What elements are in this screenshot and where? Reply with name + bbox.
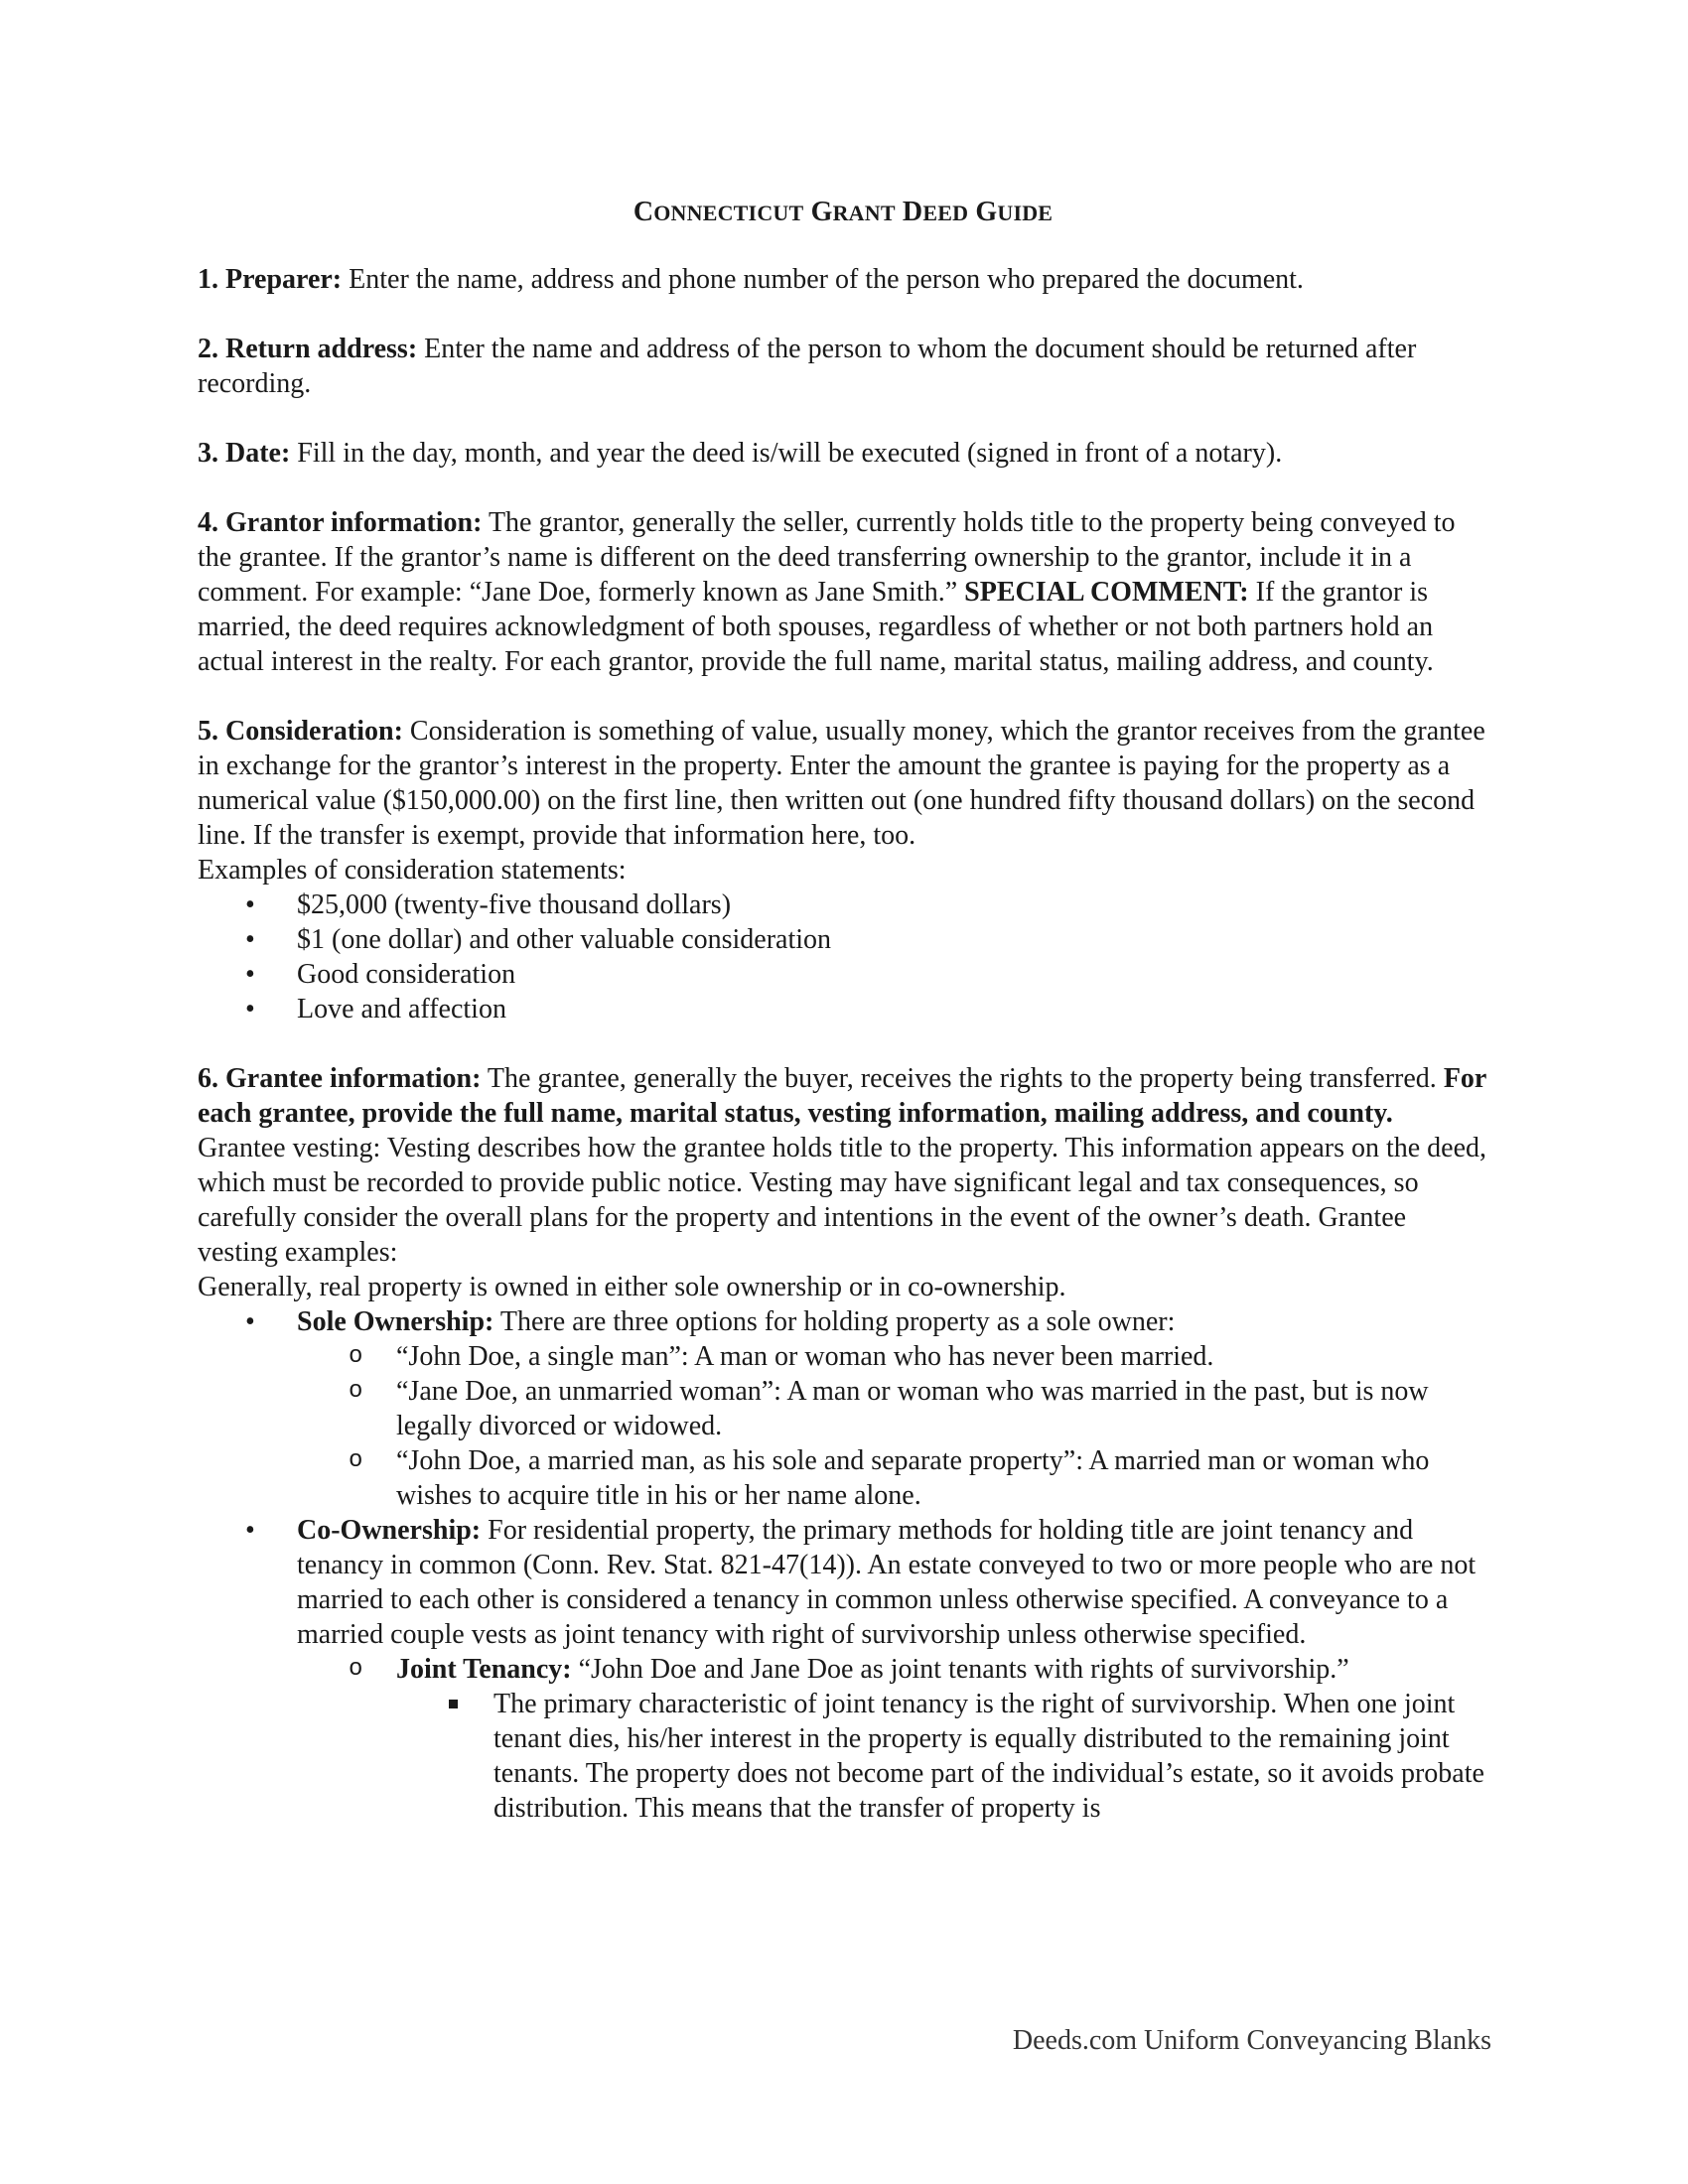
section-text: The grantee, generally the buyer, receives the rights to the property being transferred. [481, 1063, 1444, 1094]
item-heading: Co-Ownership: [297, 1515, 482, 1546]
item-heading: Joint Tenancy: [396, 1654, 572, 1685]
co-ownership-options [297, 1652, 1488, 1826]
section-preparer [198, 262, 1488, 297]
document-title: CONNECTICUT GRANT DEED GUIDE [633, 197, 1054, 227]
item-text: “John Doe and Jane Doe as joint tenants with rights of survivorship.” [571, 1654, 1349, 1685]
section-text: Enter the name, address and phone number of the person who prepared the document. [342, 264, 1304, 295]
list-item: o “John Doe, a married man, as his sole and separate property”: A married man or woman who wishes to acquire title in his or her name alone. [297, 1443, 1488, 1513]
item-text: There are three options for holding property as a sole owner: [493, 1306, 1176, 1337]
list-item: o “Jane Doe, an unmarried woman”: A man or woman who was married in the past, but is now legally divorced or widowed. [297, 1374, 1488, 1443]
ownership-intro: Generally, real property is owned in either sole ownership or in co-ownership. [198, 1272, 1066, 1302]
list-item: • Good consideration [198, 957, 1488, 992]
examples-intro: Examples of consideration statements: [198, 855, 627, 886]
joint-tenancy-details [396, 1687, 1488, 1826]
list-item: • $25,000 (twenty-five thousand dollars) [198, 887, 1488, 922]
list-item: • Love and affection [198, 992, 1488, 1026]
special-comment-label: SPECIAL COMMENT: [964, 577, 1249, 608]
item-heading: Sole Ownership: [297, 1306, 494, 1337]
section-heading: 1. Preparer: [198, 264, 343, 295]
section-text: If the grantor is married, the deed requires acknowledgment of both spouses, regardless of whether or not both partners hold an actual interest in the realty. For each grantor, provide the full name, marital status, mailing address, and county. [198, 577, 1434, 677]
grantee-vesting-paragraph: Grantee vesting: Vesting describes how the grantee holds title to the property. This information appears on the deed, which must be recorded to provide public notice. Vesting may have significant legal and tax consequences, so carefully consider the overall plans for the property and intentions in the event of the owner’s death. Grantee vesting examples: [198, 1133, 1487, 1268]
page-footer: Deeds.com Uniform Conveyancing Blanks [1012, 2025, 1491, 2056]
list-item: o “John Doe, a single man”: A man or woman who has never been married. [297, 1339, 1488, 1374]
section-return-address [198, 332, 1488, 401]
section-heading: 6. Grantee information: [198, 1063, 482, 1094]
section-consideration [198, 714, 1488, 1026]
ownership-types-list [198, 1304, 1488, 1826]
section-bold-text: For each grantee, provide the full name, marital status, vesting information, mailing address, and county. [198, 1063, 1486, 1129]
list-item: • $1 (one dollar) and other valuable consideration [198, 922, 1488, 957]
item-text: For residential property, the primary methods for holding title are joint tenancy and tenancy in common (Conn. Rev. Stat. 821-47(14)). An estate conveyed to two or more people who are not married to each other is considered a tenancy in common unless otherwise specified. A conveyance to a married couple vests as joint tenancy with right of survivorship unless otherwise specified. [297, 1515, 1477, 1650]
list-item-sole-ownership [198, 1304, 1488, 1513]
section-heading: 5. Consideration: [198, 716, 403, 747]
section-heading: 4. Grantor information: [198, 507, 483, 538]
list-item-co-ownership [198, 1513, 1488, 1826]
section-text: Consideration is something of value, usually money, which the grantor receives from the grantee in exchange for the grantor’s interest in the property. Enter the amount the grantee is paying for the property as a numerical value ($150,000.00) on the first line, then written out (one hundred fifty thousand dollars) on the second line. If the transfer is exempt, provide that information here, too. [198, 716, 1485, 851]
list-item: The primary characteristic of joint tenancy is the right of survivorship. When one joint tenant dies, his/her interest in the property is equally distributed to the remaining joint tenants. The property does not become part of the individual’s estate, so it avoids probate distribution. This means that the transfer of property is [396, 1687, 1488, 1826]
sole-ownership-options [297, 1339, 1488, 1513]
section-grantee-information [198, 1061, 1488, 1826]
section-heading: 3. Date: [198, 438, 291, 469]
list-item-joint-tenancy [297, 1652, 1488, 1826]
document-page [198, 195, 1488, 1860]
section-heading: 2. Return address: [198, 334, 418, 364]
consideration-examples-list [198, 887, 1488, 1026]
section-text: Enter the name and address of the person to whom the document should be returned after recording. [198, 334, 1417, 399]
section-grantor-information [198, 505, 1488, 679]
section-text: The grantor, generally the seller, currently holds title to the property being conveyed to the grantee. If the grantor’s name is different on the deed transferring ownership to the grantor, include it in a comment. For example: “Jane Doe, formerly known as Jane Smith.” [198, 507, 1456, 608]
section-text: Fill in the day, month, and year the deed is/will be executed (signed in front of a notary). [290, 438, 1283, 469]
section-date [198, 436, 1488, 471]
